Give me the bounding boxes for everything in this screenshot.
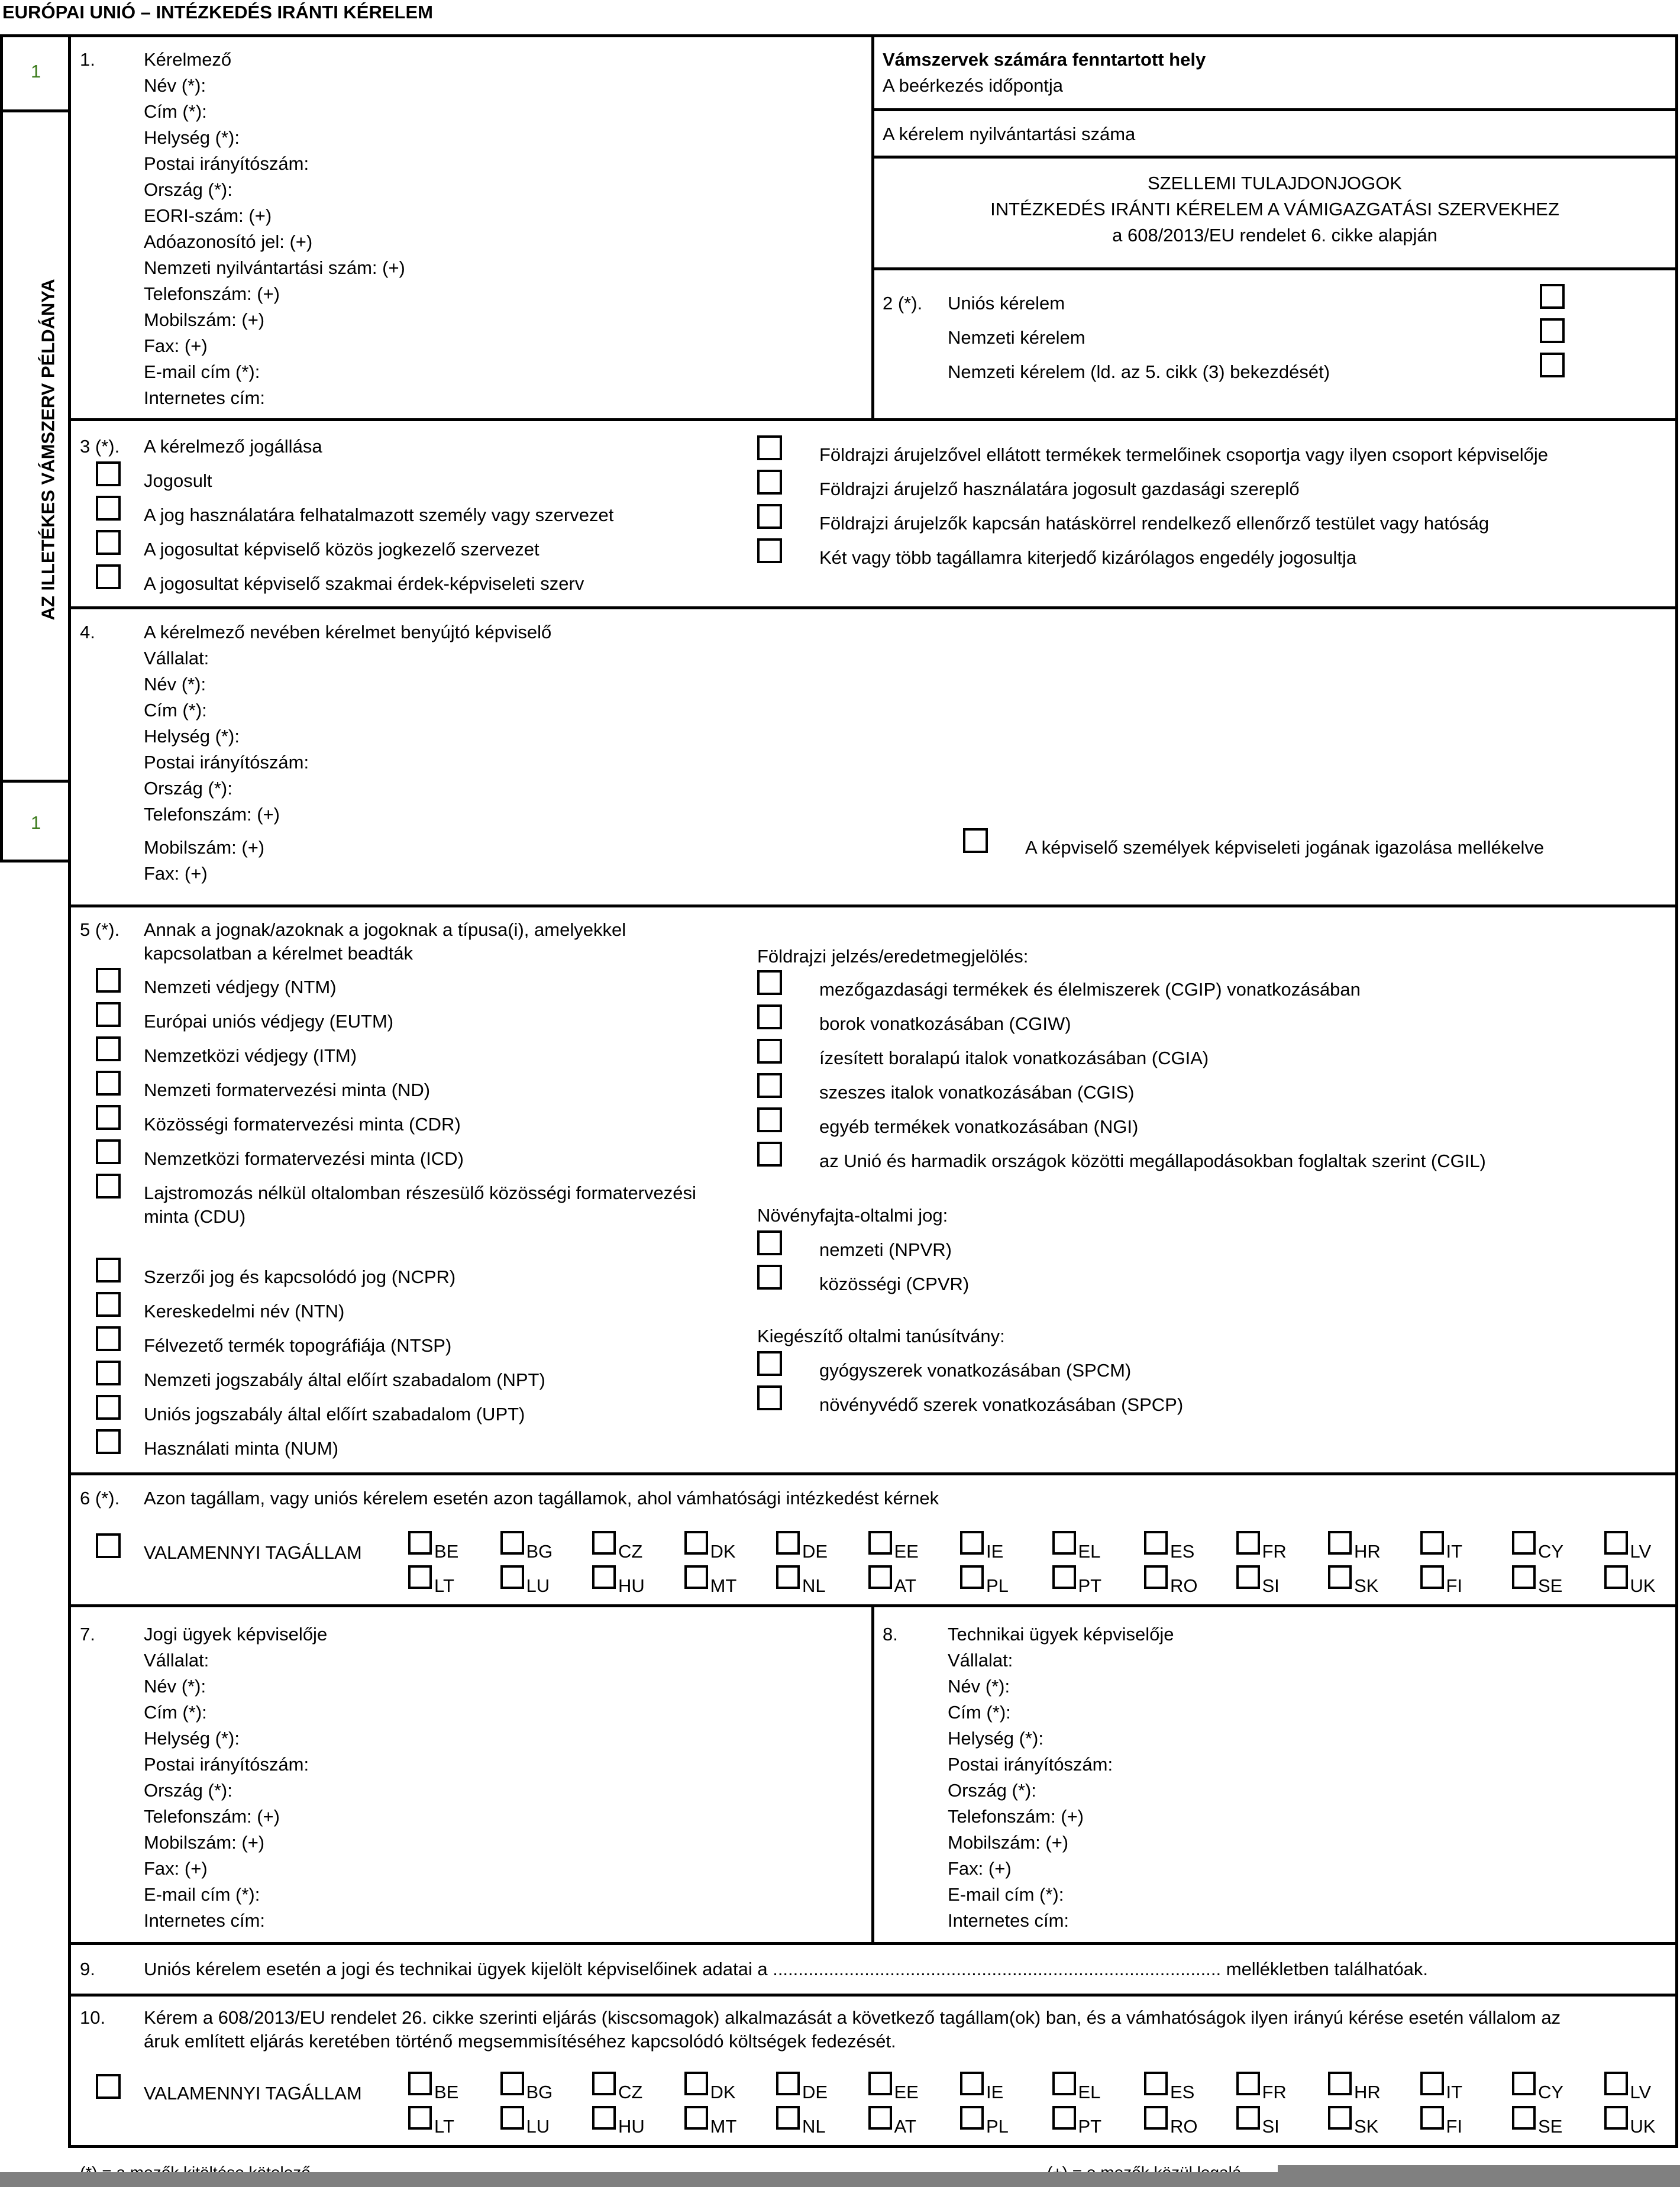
divider xyxy=(871,1604,874,1944)
field-label: Internetes cím: xyxy=(144,1910,266,1931)
s6-ms-label: DE xyxy=(802,1541,828,1562)
all-member-states-label: VALAMENNYI TAGÁLLAM xyxy=(144,1542,362,1563)
gi-checkbox[interactable] xyxy=(757,1004,782,1029)
right-type-label: Szerzői jog és kapcsolódó jog (NCPR) xyxy=(144,1267,456,1287)
s10-ms-checkbox-mt[interactable] xyxy=(684,2106,708,2130)
s8-title: Technikai ügyek képviselője xyxy=(948,1624,1174,1645)
right-type-label: Kereskedelmi név (NTN) xyxy=(144,1301,345,1322)
right-type-checkbox[interactable] xyxy=(96,968,121,993)
s3-checkbox[interactable] xyxy=(96,461,121,486)
form-heading xyxy=(874,170,1675,248)
s6-ms-label: LU xyxy=(526,1575,550,1596)
field-label: Fax: (+) xyxy=(948,1858,1012,1879)
s10-ms-checkbox-uk[interactable] xyxy=(1604,2106,1628,2130)
right-type-label: minta (CDU) xyxy=(144,1206,246,1227)
s6-ms-label: EE xyxy=(894,1541,919,1562)
s6-ms-checkbox-de[interactable] xyxy=(776,1531,800,1555)
s8-number: 8. xyxy=(883,1624,898,1645)
field-label: EORI-szám: (+) xyxy=(144,205,272,226)
right-type-checkbox[interactable] xyxy=(96,1429,121,1454)
s3-option-label: A jogosultat képviselő szakmai érdek-képviseleti szerv xyxy=(144,573,584,594)
heading-line: INTÉZKEDÉS IRÁNTI KÉRELEM A VÁMIGAZGATÁSI SZERVEKHEZ xyxy=(990,199,1559,219)
s6-ms-label: ES xyxy=(1170,1541,1195,1562)
s6-ms-label: IE xyxy=(986,1541,1004,1562)
right-type-label: Lajstromozás nélkül oltalomban részesülő közösségi formatervezési xyxy=(144,1183,696,1203)
s10-ms-label: RO xyxy=(1170,2116,1198,2137)
s6-ms-checkbox-se[interactable] xyxy=(1512,1565,1536,1589)
s6-ms-checkbox-at[interactable] xyxy=(868,1565,892,1589)
field-label: Név (*): xyxy=(144,75,206,96)
field-label: Helység (*): xyxy=(144,1728,240,1749)
s6-ms-checkbox-uk[interactable] xyxy=(1604,1565,1628,1589)
s10-ms-label: FR xyxy=(1262,2082,1287,2102)
s10-text: Kérem a 608/2013/EU rendelet 26. cikke szerinti eljárás (kiscsomagok) alkalmazását a következő tagállam(ok) ban, és a vámhatóságok ilyen irányú kérése esetén vállalom az xyxy=(144,2007,1561,2028)
s6-ms-label: EL xyxy=(1078,1541,1101,1562)
s10-ms-label: ES xyxy=(1170,2082,1195,2102)
pv-checkbox[interactable] xyxy=(757,1230,782,1255)
s10-ms-checkbox-it[interactable] xyxy=(1420,2072,1444,2095)
union-application-checkbox[interactable] xyxy=(1540,284,1565,309)
field-label: E-mail cím (*): xyxy=(144,1884,260,1905)
field-label: Fax: (+) xyxy=(144,863,208,884)
s6-ms-checkbox-nl[interactable] xyxy=(776,1565,800,1589)
gi-label: mezőgazdasági termékek és élelmiszerek (CGIP) vonatkozásában xyxy=(819,979,1361,1000)
divider xyxy=(0,780,70,783)
s3-option-label: Földrajzi árujelző használatára jogosult gazdasági szereplő xyxy=(819,479,1300,499)
s6-ms-checkbox-pt[interactable] xyxy=(1052,1565,1076,1589)
s10-ms-checkbox-lt[interactable] xyxy=(408,2106,432,2130)
right-type-label: Nemzeti jogszabály által előírt szabadalom (NPT) xyxy=(144,1369,545,1390)
s10-number: 10. xyxy=(80,2007,106,2028)
s6-ms-checkbox-el[interactable] xyxy=(1052,1531,1076,1555)
s7-title: Jogi ügyek képviselője xyxy=(144,1624,328,1645)
s6-ms-checkbox-fi[interactable] xyxy=(1420,1565,1444,1589)
s10-ms-checkbox-ie[interactable] xyxy=(960,2072,984,2095)
s1-number: 1. xyxy=(80,49,95,70)
s3-checkbox[interactable] xyxy=(757,470,782,495)
field-label: Ország (*): xyxy=(144,778,232,799)
authorisation-attached-checkbox[interactable] xyxy=(963,828,988,853)
s10-ms-checkbox-ro[interactable] xyxy=(1144,2106,1168,2130)
gi-checkbox[interactable] xyxy=(757,1039,782,1064)
s6-ms-label: BE xyxy=(434,1541,459,1562)
right-type-label: Nemzeti formatervezési minta (ND) xyxy=(144,1080,431,1100)
copy-number-top: 1 xyxy=(31,61,41,82)
s6-ms-checkbox-it[interactable] xyxy=(1420,1531,1444,1555)
s5-title: kapcsolatban a kérelmet beadták xyxy=(144,943,413,964)
s10-all-member-states-label: VALAMENNYI TAGÁLLAM xyxy=(144,2083,362,2104)
s6-ms-label: UK xyxy=(1630,1575,1656,1596)
s10-ms-label: AT xyxy=(894,2116,916,2137)
s6-ms-checkbox-ie[interactable] xyxy=(960,1531,984,1555)
registration-number-label: A kérelem nyilvántartási száma xyxy=(883,124,1136,144)
gi-label: az Unió és harmadik országok közötti megállapodásokban foglaltak szerint (CGIL) xyxy=(819,1151,1486,1171)
field-label: E-mail cím (*): xyxy=(144,361,260,382)
divider xyxy=(68,606,1678,609)
s2-option-label: Nemzeti kérelem xyxy=(948,327,1085,348)
s6-ms-checkbox-cy[interactable] xyxy=(1512,1531,1536,1555)
divider xyxy=(68,1994,1678,1997)
s6-ms-label: CY xyxy=(1538,1541,1564,1562)
field-label: Postai irányítószám: xyxy=(948,1754,1113,1775)
s3-option-label: A jog használatára felhatalmazott személy vagy szervezet xyxy=(144,505,614,525)
s6-ms-checkbox-fr[interactable] xyxy=(1236,1531,1260,1555)
field-label: Internetes cím: xyxy=(144,387,266,408)
s3-number: 3 (*). xyxy=(80,436,120,457)
s6-ms-checkbox-dk[interactable] xyxy=(684,1531,708,1555)
spc-checkbox[interactable] xyxy=(757,1351,782,1376)
s9-number: 9. xyxy=(80,1959,95,1979)
s6-ms-label: SK xyxy=(1354,1575,1379,1596)
field-label: Név (*): xyxy=(144,1676,206,1697)
s10-ms-label: PT xyxy=(1078,2116,1102,2137)
s10-ms-checkbox-lv[interactable] xyxy=(1604,2072,1628,2095)
s6-ms-label: PT xyxy=(1078,1575,1102,1596)
s4-representative xyxy=(144,621,551,829)
s1-title: Kérelmező xyxy=(144,49,232,70)
s10-ms-checkbox-at[interactable] xyxy=(868,2106,892,2130)
s10-ms-label: SE xyxy=(1538,2116,1563,2137)
s6-ms-checkbox-cz[interactable] xyxy=(592,1531,616,1555)
field-label: Ország (*): xyxy=(948,1780,1036,1801)
s10-ms-label: HR xyxy=(1354,2082,1381,2102)
s10-ms-checkbox-pt[interactable] xyxy=(1052,2106,1076,2130)
s3-checkbox[interactable] xyxy=(96,496,121,521)
heading-line: SZELLEMI TULAJDONJOGOK xyxy=(1147,173,1403,193)
s10-ms-checkbox-nl[interactable] xyxy=(776,2106,800,2130)
spc-label: gyógyszerek vonatkozásában (SPCM) xyxy=(819,1360,1132,1381)
s6-ms-label: HU xyxy=(618,1575,645,1596)
s3-option-label: Földrajzi árujelzővel ellátott termékek termelőinek csoportja vagy ilyen csoport képviselője xyxy=(819,444,1548,465)
field-label: Fax: (+) xyxy=(144,335,208,356)
right-type-checkbox[interactable] xyxy=(96,1395,121,1420)
right-type-checkbox[interactable] xyxy=(96,1292,121,1317)
s2-option-label: Uniós kérelem xyxy=(948,293,1065,314)
right-type-label: Közösségi formatervezési minta (CDR) xyxy=(144,1114,461,1135)
s6-ms-label: MT xyxy=(710,1575,737,1596)
s10-ms-label: NL xyxy=(802,2116,826,2137)
right-type-checkbox[interactable] xyxy=(96,1326,121,1351)
s10-ms-label: IE xyxy=(986,2082,1004,2102)
field-label: Mobilszám: (+) xyxy=(144,837,265,858)
s6-title: Azon tagállam, vagy uniós kérelem esetén azon tagállamok, ahol vámhatósági intézkedést kérnek xyxy=(144,1488,939,1508)
s6-ms-label: SI xyxy=(1262,1575,1280,1596)
gi-label: ízesített boralapú italok vonatkozásában (CGIA) xyxy=(819,1048,1209,1068)
right-type-label: Használati minta (NUM) xyxy=(144,1438,339,1459)
right-type-checkbox[interactable] xyxy=(96,1036,121,1061)
gi-heading: Földrajzi jelzés/eredetmegjelölés: xyxy=(757,946,1029,967)
s10-ms-checkbox-fr[interactable] xyxy=(1236,2072,1260,2095)
field-label: Helység (*): xyxy=(948,1728,1043,1749)
s10-ms-label: DE xyxy=(802,2082,828,2102)
field-label: Név (*): xyxy=(948,1676,1010,1697)
gi-label: borok vonatkozásában (CGIW) xyxy=(819,1013,1071,1034)
copy-label: AZ ILLETÉKES VÁMSZERV PÉLDÁNYA xyxy=(37,279,59,621)
divider xyxy=(871,267,1678,270)
right-type-checkbox[interactable] xyxy=(96,1258,121,1283)
s9-text: Uniós kérelem esetén a jogi és technikai ügyek kijelölt képviselőinek adatai a ........................................................................................ mellékletben találhatóak. xyxy=(144,1959,1428,1979)
s10-ms-checkbox-fi[interactable] xyxy=(1420,2106,1444,2130)
right-type-checkbox[interactable] xyxy=(96,1105,121,1130)
field-label: Ország (*): xyxy=(144,179,232,200)
s3-option-label: A jogosultat képviselő közös jogkezelő szervezet xyxy=(144,539,539,560)
s6-ms-checkbox-lu[interactable] xyxy=(500,1565,524,1589)
s6-ms-label: RO xyxy=(1170,1575,1198,1596)
s6-ms-label: LV xyxy=(1630,1541,1652,1562)
gi-label: egyéb termékek vonatkozásában (NGI) xyxy=(819,1116,1139,1137)
heading-line: a 608/2013/EU rendelet 6. cikke alapján xyxy=(1112,225,1437,245)
field-label: Fax: (+) xyxy=(144,1858,208,1879)
s10-ms-checkbox-sk[interactable] xyxy=(1328,2106,1352,2130)
s6-ms-label: CZ xyxy=(618,1541,643,1562)
s6-ms-label: PL xyxy=(986,1575,1009,1596)
s10-ms-checkbox-es[interactable] xyxy=(1144,2072,1168,2095)
right-type-checkbox[interactable] xyxy=(96,1361,121,1385)
s10-ms-checkbox-cy[interactable] xyxy=(1512,2072,1536,2095)
field-label: Mobilszám: (+) xyxy=(144,1832,265,1853)
s10-ms-label: EL xyxy=(1078,2082,1101,2102)
field-label: Név (*): xyxy=(144,674,206,694)
s6-ms-label: AT xyxy=(894,1575,916,1596)
s10-ms-checkbox-se[interactable] xyxy=(1512,2106,1536,2130)
s10-ms-checkbox-bg[interactable] xyxy=(500,2072,524,2095)
s6-ms-checkbox-be[interactable] xyxy=(408,1531,432,1555)
authorisation-attached-label: A képviselő személyek képviseleti jogának igazolása mellékelve xyxy=(1025,837,1545,858)
national-application-art5-checkbox[interactable] xyxy=(1540,353,1565,377)
s6-ms-label: HR xyxy=(1354,1541,1381,1562)
s5-title: Annak a jognak/azoknak a jogoknak a típusa(i), amelyekkel xyxy=(144,919,626,940)
field-label: Telefonszám: (+) xyxy=(948,1806,1084,1827)
s10-ms-checkbox-el[interactable] xyxy=(1052,2072,1076,2095)
right-type-label: Nemzetközi formatervezési minta (ICD) xyxy=(144,1148,464,1169)
s10-ms-checkbox-hr[interactable] xyxy=(1328,2072,1352,2095)
s10-ms-checkbox-be[interactable] xyxy=(408,2072,432,2095)
gi-checkbox[interactable] xyxy=(757,1142,782,1167)
s4-title: A kérelmező nevében kérelmet benyújtó képviselő xyxy=(144,622,552,642)
s3-title: A kérelmező jogállása xyxy=(144,436,322,457)
s10-ms-checkbox-cz[interactable] xyxy=(592,2072,616,2095)
s7-number: 7. xyxy=(80,1624,95,1645)
right-type-checkbox[interactable] xyxy=(96,1174,121,1199)
field-label: Adóazonosító jel: (+) xyxy=(144,231,313,252)
gi-checkbox[interactable] xyxy=(757,970,782,995)
s10-ms-label: FI xyxy=(1446,2116,1463,2137)
s3-option-label: Földrajzi árujelzők kapcsán hatáskörrel rendelkező ellenőrző testület vagy hatóság xyxy=(819,513,1490,534)
field-label: Postai irányítószám: xyxy=(144,1754,309,1775)
s6-ms-label: BG xyxy=(526,1541,553,1562)
s3-checkbox[interactable] xyxy=(96,530,121,555)
field-label: Internetes cím: xyxy=(948,1910,1070,1931)
s10-text: áruk említett eljárás keretében történő megsemmisítéséhez kapcsolódó költségek fedezését. xyxy=(144,2031,896,2052)
right-type-label: Európai uniós védjegy (EUTM) xyxy=(144,1011,394,1032)
s6-ms-label: LT xyxy=(434,1575,454,1596)
spc-checkbox[interactable] xyxy=(757,1385,782,1410)
s10-ms-label: LT xyxy=(434,2116,454,2137)
s3-checkbox[interactable] xyxy=(757,435,782,460)
s10-ms-label: LV xyxy=(1630,2082,1652,2102)
field-label: Telefonszám: (+) xyxy=(144,804,280,825)
s6-ms-checkbox-lt[interactable] xyxy=(408,1565,432,1589)
s10-ms-label: BG xyxy=(526,2082,553,2102)
right-type-checkbox[interactable] xyxy=(96,1071,121,1096)
s6-ms-checkbox-es[interactable] xyxy=(1144,1531,1168,1555)
field-label: Helység (*): xyxy=(144,127,240,148)
spc-heading: Kiegészítő oltalmi tanúsítvány: xyxy=(757,1326,1005,1346)
s10-ms-label: DK xyxy=(710,2082,736,2102)
field-label: Ország (*): xyxy=(144,1780,232,1801)
field-label: Postai irányítószám: xyxy=(144,752,309,773)
s6-ms-label: DK xyxy=(710,1541,736,1562)
s6-ms-checkbox-pl[interactable] xyxy=(960,1565,984,1589)
field-label: Cím (*): xyxy=(144,1702,207,1723)
s10-ms-label: LU xyxy=(526,2116,550,2137)
s4-number: 4. xyxy=(80,622,95,642)
field-label: Vállalat: xyxy=(948,1650,1013,1671)
s6-ms-label: NL xyxy=(802,1575,826,1596)
s3-checkbox[interactable] xyxy=(757,538,782,563)
bottom-bar-block xyxy=(1278,2165,1680,2187)
s10-ms-label: CY xyxy=(1538,2082,1564,2102)
received-date-label: A beérkezés időpontja xyxy=(883,75,1064,96)
s10-ms-label: UK xyxy=(1630,2116,1656,2137)
divider xyxy=(68,1472,1678,1475)
s6-ms-checkbox-hu[interactable] xyxy=(592,1565,616,1589)
field-label: Vállalat: xyxy=(144,648,209,668)
s5-number: 5 (*). xyxy=(80,919,120,940)
pv-label: nemzeti (NPVR) xyxy=(819,1239,952,1260)
pv-checkbox[interactable] xyxy=(757,1265,782,1290)
field-label: Postai irányítószám: xyxy=(144,153,309,174)
all-member-states-checkbox[interactable] xyxy=(96,1533,121,1558)
field-label: Mobilszám: (+) xyxy=(948,1832,1069,1853)
s6-ms-checkbox-bg[interactable] xyxy=(500,1531,524,1555)
field-label: Mobilszám: (+) xyxy=(144,309,265,330)
divider xyxy=(0,109,70,112)
field-label: Cím (*): xyxy=(948,1702,1011,1723)
s10-ms-label: IT xyxy=(1446,2082,1463,2102)
s6-ms-label: IT xyxy=(1446,1541,1463,1562)
s6-ms-checkbox-mt[interactable] xyxy=(684,1565,708,1589)
field-label: Telefonszám: (+) xyxy=(144,1806,280,1827)
pv-label: közösségi (CPVR) xyxy=(819,1274,970,1294)
s6-ms-checkbox-lv[interactable] xyxy=(1604,1531,1628,1555)
s10-ms-label: SI xyxy=(1262,2116,1280,2137)
field-label: Vállalat: xyxy=(144,1650,209,1671)
national-application-checkbox[interactable] xyxy=(1540,318,1565,343)
s10-ms-checkbox-hu[interactable] xyxy=(592,2106,616,2130)
s8-technical-rep xyxy=(948,1623,1174,1936)
gi-label: szeszes italok vonatkozásában (CGIS) xyxy=(819,1082,1135,1103)
s10-ms-label: HU xyxy=(618,2116,645,2137)
s6-ms-checkbox-ee[interactable] xyxy=(868,1531,892,1555)
right-type-label: Uniós jogszabály által előírt szabadalom (UPT) xyxy=(144,1404,525,1424)
s10-ms-checkbox-ee[interactable] xyxy=(868,2072,892,2095)
s10-ms-label: MT xyxy=(710,2116,737,2137)
s10-all-member-states-checkbox[interactable] xyxy=(96,2074,121,2099)
s3-checkbox[interactable] xyxy=(757,504,782,529)
s6-ms-label: FR xyxy=(1262,1541,1287,1562)
s6-ms-label: SE xyxy=(1538,1575,1563,1596)
s10-ms-checkbox-si[interactable] xyxy=(1236,2106,1260,2130)
s2-number: 2 (*). xyxy=(883,293,923,314)
s7-legal-rep xyxy=(144,1623,327,1936)
field-label: E-mail cím (*): xyxy=(948,1884,1064,1905)
s6-ms-checkbox-sk[interactable] xyxy=(1328,1565,1352,1589)
spc-label: növényvédő szerek vonatkozásában (SPCP) xyxy=(819,1394,1184,1415)
s10-ms-label: PL xyxy=(986,2116,1009,2137)
customs-reserved: Vámszervek számára fenntartott hely xyxy=(883,49,1206,70)
copy-number-bottom: 1 xyxy=(31,812,41,833)
field-label: Nemzeti nyilvántartási szám: (+) xyxy=(144,257,405,278)
s3-option-label: Két vagy több tagállamra kiterjedő kizárólagos engedély jogosultja xyxy=(819,547,1357,568)
s3-option-label: Jogosult xyxy=(144,470,212,491)
s10-ms-label: EE xyxy=(894,2082,919,2102)
s10-ms-label: SK xyxy=(1354,2116,1379,2137)
s2-option-label: Nemzeti kérelem (ld. az 5. cikk (3) bekezdését) xyxy=(948,361,1330,382)
divider xyxy=(871,156,1678,159)
right-type-checkbox[interactable] xyxy=(96,1139,121,1164)
field-label: Helység (*): xyxy=(144,726,240,747)
s1-applicant xyxy=(144,49,405,413)
divider xyxy=(68,904,1678,907)
form-title: EURÓPAI UNIÓ – INTÉZKEDÉS IRÁNTI KÉRELEM xyxy=(2,2,433,22)
s10-ms-checkbox-dk[interactable] xyxy=(684,2072,708,2095)
right-type-label: Nemzetközi védjegy (ITM) xyxy=(144,1045,357,1066)
field-label: Telefonszám: (+) xyxy=(144,283,280,304)
divider xyxy=(871,108,1678,111)
s10-ms-label: CZ xyxy=(618,2082,643,2102)
right-type-label: Nemzeti védjegy (NTM) xyxy=(144,977,337,997)
field-label: Cím (*): xyxy=(144,101,207,122)
s6-ms-checkbox-hr[interactable] xyxy=(1328,1531,1352,1555)
s6-ms-label: FI xyxy=(1446,1575,1463,1596)
right-type-label: Félvezető termék topográfiája (NTSP) xyxy=(144,1335,452,1356)
field-label: Cím (*): xyxy=(144,700,207,721)
s10-ms-checkbox-de[interactable] xyxy=(776,2072,800,2095)
s3-checkbox[interactable] xyxy=(96,564,121,589)
pv-heading: Növényfajta-oltalmi jog: xyxy=(757,1205,948,1226)
gi-checkbox[interactable] xyxy=(757,1107,782,1132)
s6-ms-checkbox-si[interactable] xyxy=(1236,1565,1260,1589)
gi-checkbox[interactable] xyxy=(757,1073,782,1098)
s6-number: 6 (*). xyxy=(80,1488,120,1508)
s10-ms-checkbox-lu[interactable] xyxy=(500,2106,524,2130)
right-type-checkbox[interactable] xyxy=(96,1002,121,1027)
s10-ms-checkbox-pl[interactable] xyxy=(960,2106,984,2130)
s10-ms-label: BE xyxy=(434,2082,459,2102)
s6-ms-checkbox-ro[interactable] xyxy=(1144,1565,1168,1589)
